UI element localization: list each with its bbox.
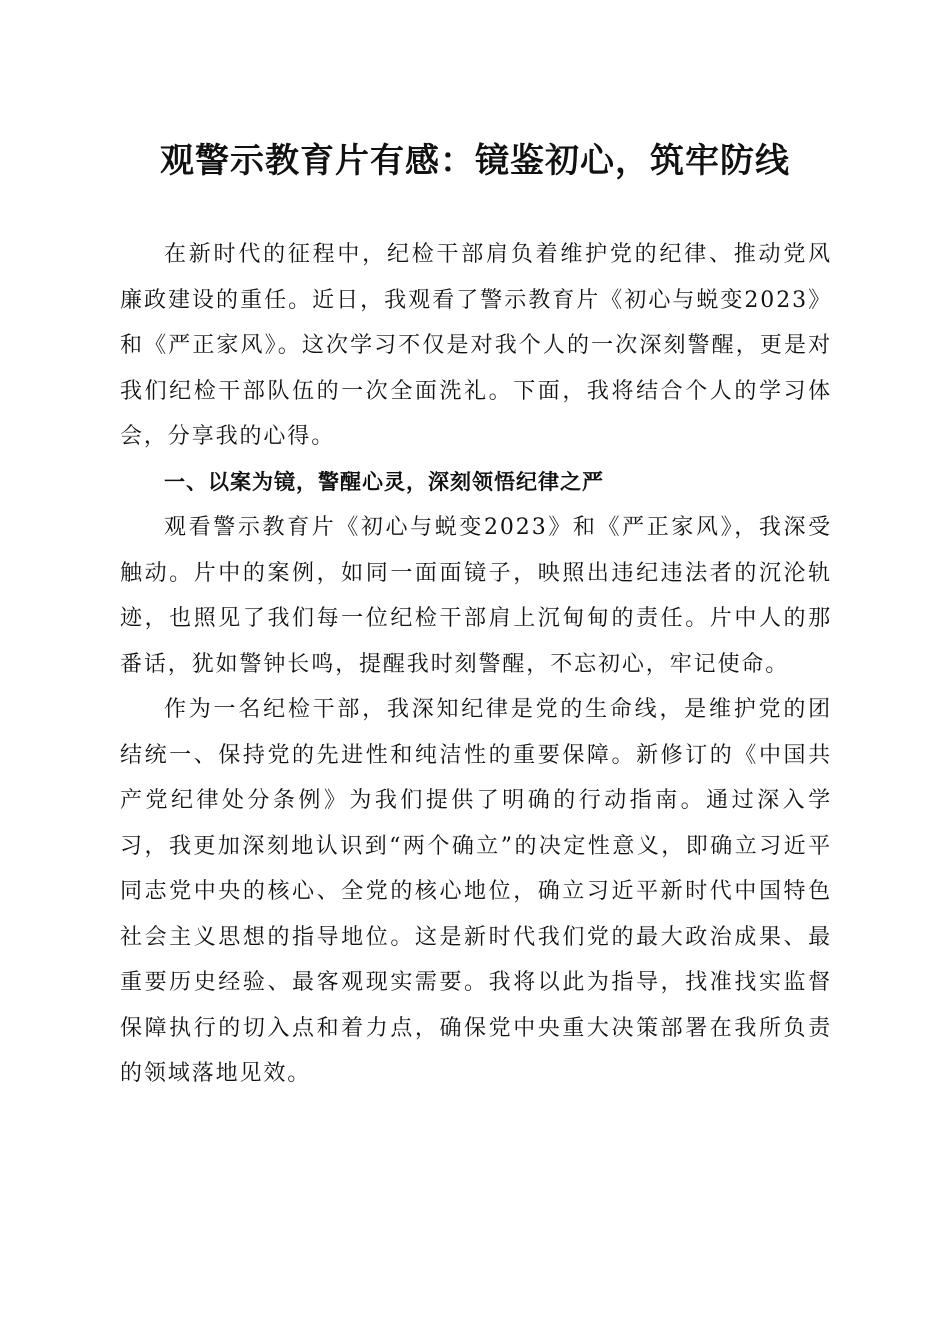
section-paragraph: 观看警示教育片《初心与蜕变2023》和《严正家风》，我深受触动。片中的案例，如同一面面镜子，映照出违纪违法者的沉沦轨迹，也照见了我们每一位纪检干部肩上沉甸甸的责任。片中人的那番话，犹如警钟长鸣，提醒我时刻警醒，不忘初心，牢记使命。: [120, 515, 832, 677]
section-paragraph: 作为一名纪检干部，我深知纪律是党的生命线，是维护党的团结统一、保持党的先进性和纯洁性的重要保障。新修订的《中国共产党纪律处分条例》为我们提供了明确的行动指南。通过深入学习，我更加深刻地认识到“两个确立”的决定性意义，即确立习近平同志党中央的核心、全党的核心地位，确立习近平新时代中国特色社会主义思想的指导地位。这是新时代我们党的最大政治成果、最重要历史经验、最客观现实需要。我将以此为指导，找准找实监督保障执行的切入点和着力点，确保党中央重大决策部署在我所负责的领域落地见效。: [120, 697, 832, 1086]
document-body: [120, 232, 832, 1097]
section-heading: 一、以案为镜，警醒心灵，深刻领悟纪律之严: [164, 469, 604, 494]
intro-paragraph: 在新时代的征程中，纪检干部肩负着维护党的纪律、推动党风廉政建设的重任。近日，我观看了警示教育片《初心与蜕变2023》和《严正家风》。这次学习不仅是对我个人的一次深刻警醒，更是对我们纪检干部队伍的一次全面洗礼。下面，我将结合个人的学习体会，分享我的心得。: [120, 242, 832, 449]
document-title: 观警示教育片有感：镜鉴初心，筑牢防线: [160, 141, 790, 181]
